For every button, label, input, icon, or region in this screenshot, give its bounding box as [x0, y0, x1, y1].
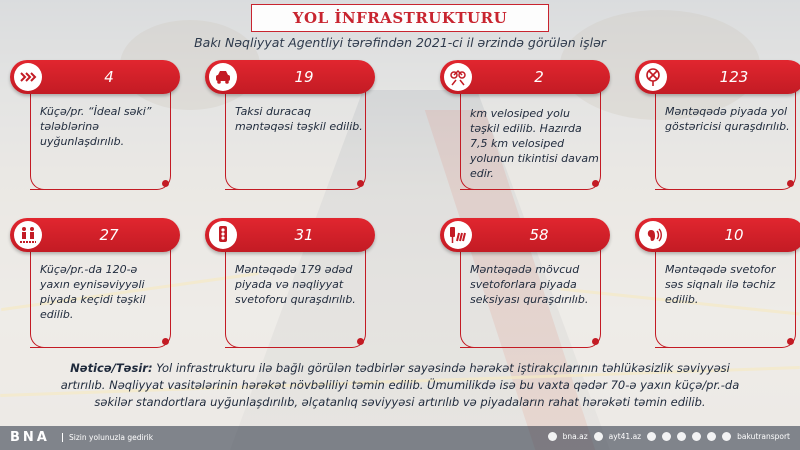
footer-site[interactable]: bna.az	[562, 432, 588, 441]
stat-description: Küçə/pr.-da 120-ə yaxın eynisəviyyəli piyada keçidi təşkil edilib.	[40, 263, 146, 321]
stat-card-ideal-sidewalk	[10, 60, 180, 192]
telegram-icon[interactable]	[722, 432, 731, 441]
twitter-icon[interactable]	[662, 432, 671, 441]
footer-bar	[0, 426, 800, 450]
stat-description: km velosiped yolu təşkil edilib. Hazırda 7,5 km velosiped yolunun tikintisi davam edir.	[470, 107, 599, 180]
result-label: Nəticə/Təsir:	[70, 361, 153, 375]
no-stopping-sign-icon	[639, 63, 667, 91]
bna-logo: BNA	[10, 430, 50, 445]
stat-description: Məntəqədə piyada yol göstəricisi quraşdırılıb.	[665, 105, 790, 133]
stat-card-crosswalks	[10, 218, 180, 350]
page-title: YOL İNFRASTRUKTURU	[292, 9, 508, 27]
stat-value: 10	[724, 226, 744, 244]
pedestrians-icon	[14, 221, 42, 249]
ideal-sidewalk-icon	[14, 63, 42, 91]
social-links	[548, 432, 790, 441]
stat-card-pedestrian-sign	[635, 60, 800, 192]
phone-icon	[594, 432, 603, 441]
instagram-icon[interactable]	[677, 432, 686, 441]
page-subtitle: Bakı Nəqliyyat Agentliyi tərəfindən 2021-ci il ərzində görülən işlər	[194, 35, 606, 50]
traffic-light-icon	[209, 221, 237, 249]
footer-slogan: Sizin yolunuzla gedirik	[62, 433, 153, 442]
bicycle-lane-icon	[444, 63, 472, 91]
title-banner	[251, 4, 549, 32]
footer-phone[interactable]: ayt41.az	[608, 432, 642, 441]
stat-card-taxi	[205, 60, 375, 192]
globe-icon	[548, 432, 557, 441]
result-paragraph	[60, 360, 740, 411]
stat-value: 4	[104, 68, 114, 86]
stat-card-bicycle-lane	[440, 60, 610, 192]
stat-description: Məntəqədə mövcud svetoforlara piyada seksiyası quraşdırılıb.	[470, 263, 589, 306]
stat-description: Məntəqədə svetofor səs siqnalı ilə təchiz edilib.	[665, 263, 776, 306]
stat-card-pedestrian-sections	[440, 218, 610, 350]
stat-card-traffic-lights	[205, 218, 375, 350]
youtube-icon[interactable]	[692, 432, 701, 441]
stat-value: 27	[99, 226, 119, 244]
result-text: Yol infrastrukturu ilə bağlı görülən tədbirlər sayəsində hərəkət iştirakçılarının təhlükəsizlik səviyyəsi artırılıb. Nəqliyyat vasitələrinin hərəkət növbəliliyi təmin edilib. Ümumilikdə isə bu vaxta qədər 70-ə yaxın küçə/pr.-da səkilər standortlara uyğunlaşdırılıb, əlçatanlıq səviyyəsi artırılıb və piyadaların rahat hərəkəti təmin edilib.	[60, 361, 740, 409]
stat-value: 2	[534, 68, 544, 86]
facebook-icon[interactable]	[647, 432, 656, 441]
audio-signal-icon	[639, 221, 667, 249]
taxi-icon	[209, 63, 237, 91]
stat-value: 19	[294, 68, 314, 86]
stat-description: Məntəqədə 179 ədəd piyada və nəqliyyat svetoforu quraşdırılıb.	[235, 263, 356, 306]
pedestrian-signal-icon	[444, 221, 472, 249]
stat-description: Küçə/pr. “İdeal səki” tələblərinə uyğunlaşdırılıb.	[40, 105, 152, 148]
stat-value: 31	[294, 226, 314, 244]
footer-handle[interactable]: bakutransport	[737, 432, 790, 441]
stat-description: Taksi duracaq məntəqəsi təşkil edilib.	[235, 105, 363, 133]
stat-value: 58	[529, 226, 549, 244]
stat-value: 123	[719, 68, 749, 86]
linkedin-icon[interactable]	[707, 432, 716, 441]
stat-card-audio-signals	[635, 218, 800, 350]
